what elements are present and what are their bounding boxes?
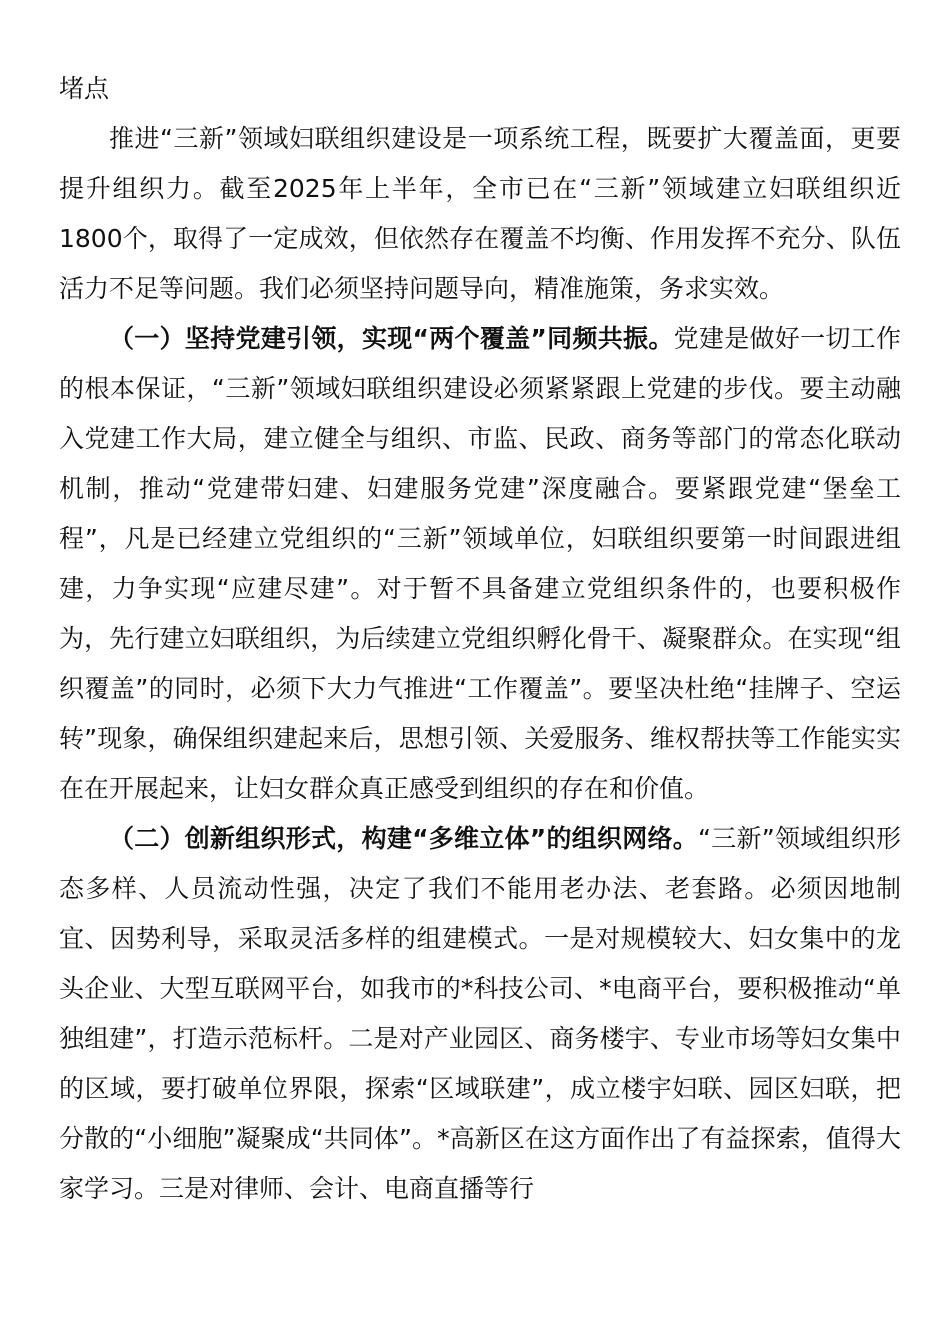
section-heading-2: （二）创新组织形式，构建“多维立体”的组织网络。 bbox=[109, 824, 699, 853]
paragraph-section-1 bbox=[59, 314, 901, 814]
paragraph-fragment: 堵点 bbox=[59, 74, 110, 103]
section-body-1: 党建是做好一切工作的根本保证，“三新”领域妇联组织建设必须紧紧跟上党建的步伐。要主动融入党建工作大局，建立健全与组织、市监、民政、商务等部门的常态化联动机制，推动“党建带妇建、妇建服务党建”深度融合。要紧跟党建“堡垒工程”，凡是已经建立党组织的“三新”领域单位，妇联组织要第一时间跟进组建，力争实现“应建尽建”。对于暂不具备建立党组织条件的，也要积极作为，先行建立妇联组织，为后续建立党组织孵化骨干、凝聚群众。在实现“组织覆盖”的同时，必须下大力气推进“工作覆盖”。要坚决杜绝“挂牌子、空运转”现象，确保组织建起来后，思想引领、关爱服务、维权帮扶等工作能实实在在开展起来，让妇女群众真正感受到组织的存在和价值。 bbox=[59, 324, 901, 803]
section-body-2: “三新”领域组织形态多样、人员流动性强，决定了我们不能用老办法、老套路。必须因地制宜、因势利导，采取灵活多样的组建模式。一是对规模较大、妇女集中的龙头企业、大型互联网平台，如我市的*科技公司、*电商平台，要积极推动“单独组建”，打造示范标杆。二是对产业园区、商务楼宇、专业市场等妇女集中的区域，要打破单位界限，探索“区域联建”，成立楼宇妇联、园区妇联，把分散的“小细胞”凝聚成“共同体”。*高新区在这方面作出了有益探索，值得大家学习。三是对律师、会计、电商直播等行 bbox=[59, 824, 901, 1203]
section-heading-1: （一）坚持党建引领，实现“两个覆盖”同频共振。 bbox=[109, 324, 674, 353]
document-body bbox=[59, 64, 901, 1214]
paragraph-intro: 推进“三新”领域妇联组织建设是一项系统工程，既要扩大覆盖面，更要提升组织力。截至2025年上半年，全市已在“三新”领域建立妇联组织近1800个，取得了一定成效，但依然存在覆盖不均衡、作用发挥不充分、队伍活力不足等问题。我们必须坚持问题导向，精准施策，务求实效。 bbox=[59, 124, 901, 303]
paragraph-section-2 bbox=[59, 814, 901, 1214]
